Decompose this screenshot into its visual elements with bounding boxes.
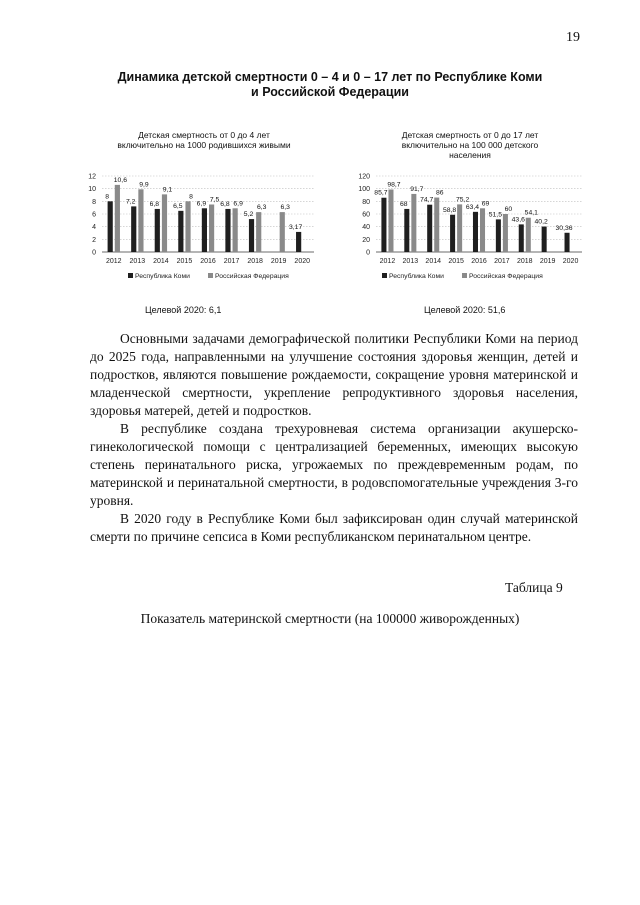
legend-swatch xyxy=(208,273,213,278)
data-label: 98,7 xyxy=(387,181,401,189)
bar-komi xyxy=(381,198,386,252)
chart-title xyxy=(84,130,324,150)
x-tick-label: 2020 xyxy=(294,258,311,265)
figure-title xyxy=(60,70,600,100)
chart-title xyxy=(352,130,588,160)
data-label: 3,17 xyxy=(289,223,303,231)
bar-komi xyxy=(473,212,478,252)
data-label: 6,9 xyxy=(196,200,207,208)
x-tick-label: 2018 xyxy=(247,258,263,265)
bar-komi xyxy=(131,206,136,252)
x-tick-label: 2015 xyxy=(176,258,193,265)
y-tick-label: 80 xyxy=(362,198,370,206)
y-tick-label: 6 xyxy=(92,211,96,219)
data-label: 43,6 xyxy=(511,216,525,224)
x-tick-label: 2013 xyxy=(402,258,419,265)
body-text xyxy=(90,330,578,546)
data-label: 7,2 xyxy=(126,198,136,206)
legend-swatch xyxy=(128,273,133,278)
data-label: 85,7 xyxy=(374,189,388,197)
y-tick-label: 0 xyxy=(366,249,370,257)
data-label: 86 xyxy=(435,189,444,197)
paragraph: В республике создана трехуровневая система организации акушерско-гинекологической помощи с централизацией беременных, имеющих высокую степень перинатального риска, угрожаемых по преждевременным родам, по материнской и перинатальной смертности, в родовспомогательные учреждения 3-го уровня. xyxy=(90,421,578,508)
bar-komi xyxy=(296,232,301,252)
bar-rf xyxy=(411,194,416,252)
bar-rf xyxy=(526,218,531,252)
chart-title-line1: Детская смертность от 0 до 17 лет xyxy=(401,130,539,140)
data-label: 6,9 xyxy=(233,200,243,208)
bar-rf xyxy=(388,189,393,252)
bar-rf xyxy=(233,208,238,252)
bar-rf xyxy=(115,185,120,252)
data-label: 69 xyxy=(481,200,490,208)
y-tick-label: 8 xyxy=(92,198,96,206)
bar-rf xyxy=(280,212,285,252)
x-tick-label: 2016 xyxy=(471,258,487,265)
y-tick-label: 2 xyxy=(92,236,96,244)
bar-rf xyxy=(138,189,143,252)
page-number: 19 xyxy=(566,30,580,45)
data-label: 10,6 xyxy=(113,176,127,184)
bar-rf xyxy=(209,205,214,253)
y-tick-label: 40 xyxy=(362,224,370,232)
y-tick-label: 20 xyxy=(362,236,370,244)
bar-komi xyxy=(496,219,501,252)
y-tick-label: 100 xyxy=(358,186,370,194)
data-label: 6,8 xyxy=(149,200,160,208)
bar-komi xyxy=(542,227,547,252)
figure-title-line2: и Российской Федерации xyxy=(251,85,409,99)
x-tick-label: 2017 xyxy=(223,258,240,265)
data-label: 30,36 xyxy=(555,224,573,232)
data-label: 91,7 xyxy=(410,185,424,193)
bar-rf xyxy=(434,198,439,252)
legend-swatch xyxy=(382,273,387,278)
bar-komi xyxy=(404,209,409,252)
chart-title-line3: населения xyxy=(449,150,491,160)
data-label: 75,2 xyxy=(456,196,470,204)
table-label: Таблица 9 xyxy=(505,580,563,595)
legend-label: Республика Коми xyxy=(135,273,190,280)
bar-komi xyxy=(519,224,524,252)
bar-rf xyxy=(185,201,190,252)
y-tick-label: 12 xyxy=(88,173,96,181)
y-tick-label: 120 xyxy=(358,173,370,181)
bar-komi xyxy=(202,208,207,252)
table-caption: Показатель материнской смертности (на 100000 живорожденных) xyxy=(140,611,520,626)
legend-label: Российская Федерация xyxy=(215,273,289,280)
x-tick-label: 2013 xyxy=(129,258,146,265)
x-tick-label: 2017 xyxy=(494,258,510,265)
chart-plot xyxy=(84,170,324,290)
x-tick-label: 2015 xyxy=(448,258,464,265)
bar-komi xyxy=(450,215,455,252)
bar-rf xyxy=(162,194,167,252)
data-label: 51,5 xyxy=(488,211,502,219)
data-label: 40,2 xyxy=(534,218,548,226)
x-tick-label: 2020 xyxy=(562,258,579,265)
x-tick-label: 2012 xyxy=(105,258,122,265)
y-tick-label: 60 xyxy=(362,211,370,219)
data-label: 58,8 xyxy=(442,206,457,214)
legend-label: Республика Коми xyxy=(389,273,444,280)
legend-swatch xyxy=(462,273,467,278)
chart-title-line1: Детская смертность от 0 до 4 лет xyxy=(138,130,270,140)
chart-title-line2: включительно на 1000 родившихся живыми xyxy=(117,140,291,150)
data-label: 68 xyxy=(400,200,408,208)
data-label: 63,4 xyxy=(465,203,480,211)
paragraph: Основными задачами демографической политики Республики Коми на период до 2025 года, направленными на улучшение состояния здоровья женщин, детей и подростков, являются повышение рождаемости, сокращение уровня материнской и младенческой смертности, укрепление репродуктивного здоровья населения, здоровья матерей, детей и подростков. xyxy=(90,331,578,418)
chart-title-line2: включительно на 100 000 детского xyxy=(401,140,539,150)
data-label: 9,1 xyxy=(162,186,173,194)
bar-rf xyxy=(503,214,508,252)
data-label: 7,5 xyxy=(209,196,220,204)
data-label: 6,3 xyxy=(256,204,267,212)
data-label: 60 xyxy=(504,206,513,213)
legend-label: Российская Федерация xyxy=(469,273,543,280)
data-label: 6,5 xyxy=(173,202,183,210)
x-tick-label: 2018 xyxy=(516,258,533,265)
y-tick-label: 10 xyxy=(88,186,96,194)
bar-rf xyxy=(457,204,462,252)
y-tick-label: 4 xyxy=(92,224,96,232)
bar-komi xyxy=(249,219,254,252)
bar-komi xyxy=(178,211,183,252)
bar-komi xyxy=(225,209,230,252)
data-label: 6,8 xyxy=(220,200,230,208)
y-tick-label: 0 xyxy=(92,249,96,257)
chart-plot xyxy=(352,170,588,290)
x-tick-label: 2019 xyxy=(270,258,287,265)
target-value-0-4: Целевой 2020: 6,1 xyxy=(145,305,222,315)
bar-rf xyxy=(480,208,485,252)
data-label: 9,9 xyxy=(139,181,149,189)
bar-rf xyxy=(256,212,261,252)
data-label: 8 xyxy=(189,193,193,201)
bar-komi xyxy=(155,209,160,252)
x-tick-label: 2019 xyxy=(539,258,556,265)
x-tick-label: 2012 xyxy=(379,258,396,265)
bar-komi xyxy=(565,233,570,252)
bar-komi xyxy=(427,205,432,252)
x-tick-label: 2014 xyxy=(425,258,442,265)
target-value-0-17: Целевой 2020: 51,6 xyxy=(424,305,506,315)
data-label: 8 xyxy=(105,193,110,201)
data-label: 5,2 xyxy=(243,211,254,219)
bar-komi xyxy=(108,201,113,252)
figure-title-line1: Динамика детской смертности 0 – 4 и 0 – 17 лет по Республике Коми xyxy=(117,70,543,84)
data-label: 74,7 xyxy=(420,196,434,204)
x-tick-label: 2016 xyxy=(200,258,216,265)
data-label: 54,1 xyxy=(524,209,538,217)
data-label: 6,3 xyxy=(280,204,290,212)
paragraph: В 2020 году в Республике Коми был зафиксирован один случай материнской смерти по причине сепсиса в Коми республиканском перинатальном центре. xyxy=(90,511,578,544)
x-tick-label: 2014 xyxy=(153,258,169,265)
